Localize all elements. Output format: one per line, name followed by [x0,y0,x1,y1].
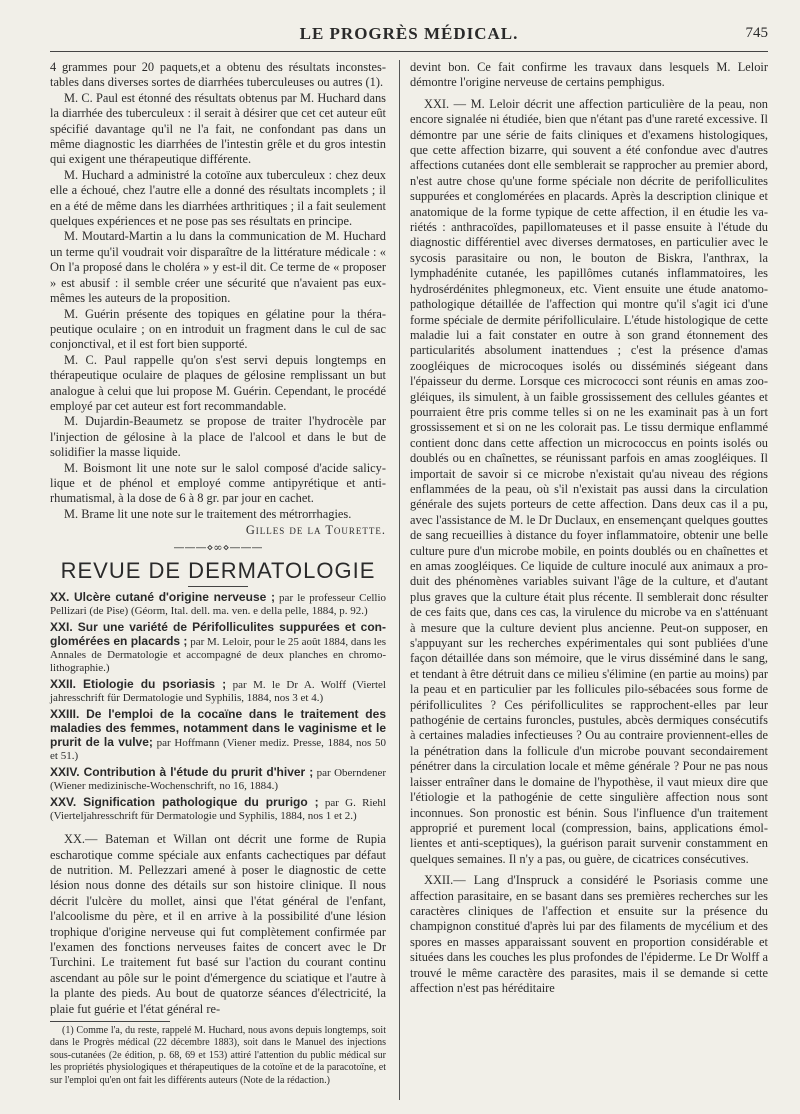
bibliography-entry [50,591,386,618]
entry-title: XXIV. Contribution à l'étude du prurit d'hiver ; [50,765,314,780]
paragraph: M. Huchard a administré la cotoïne aux tuberculeux : chez deux elle a échoué, chez l'autre elle a donné des résultats incomplets ; il en a été de même dans les diarrhées arthritiques ; il a fait seulement quelques expériences et ne pose pas ses résultats en principe. [50,167,386,229]
page-header [50,22,768,52]
entry-title: XX. Ulcère cutané d'origine nerveuse ; [50,590,275,605]
journal-title: LE PROGRÈS MÉDICAL. [299,24,519,43]
section-title: REVUE DE DERMATOLOGIE [60,558,376,584]
entry-title: XXIII. De l'emploi de la cocaïne dans le traitement des maladies des femmes, notamment dans le vaginisme et le prurit de la vulve; [50,707,386,750]
bibliography-entry [50,708,386,763]
footnote: (1) Comme l'a, du reste, rappelé M. Huchard, nous avons depuis longtemps, soit dans le Progrès médical (22 décembre 1883), soit dans le Manuel des injections sous-cutanées (2e édition, p. 68, 69 et 153) attiré l'attention du public médical sur les propriétés physiologiques et thérapeutiques de la cotoïne et de la paracotoïne, et sur l'emploi qu'en ont fait les différents auteurs (Note de la rédaction.) [50,1025,386,1086]
entry-reference: par M. Leloir, pour le 25 août 1884, dans les Annales de Dermatologie et accompagné de deux planches en chromo-lithographie.) [50,636,387,675]
paragraph: M. Boismont lit une note sur le salol composé d'acide salicylique et de phénol et employé comme antipyrétique et antirhumatismal, à la dose de 6 à 8 gr. par jour en cachet. [50,460,386,506]
paragraph: M. Dujardin-Beaumetz se propose de traiter l'hydrocèle par l'injection de gélosine à la place de l'alcool et dans le but de solidifier la masse liquide. [50,414,386,460]
entry-reference: par M. le Dr A. Wolff (Viertel jahresschrift für Dermatologie und Syphilis, 1884, nos 3 et 4.) [50,679,386,705]
right-column [410,60,768,996]
entry-reference: par Oberndener (Wiener medizinische-Wochenschrift, no 16, 1884.) [50,767,386,793]
paragraph: M. Moutard-Martin a lu dans la communication de M. Huchard un terme qu'il voudrait voir disparaître de la littérature médicale : « On l'a proposé dans le choléra » y est-il dit. Ce terme de « proposer » est abusif : il semble créer une sécurité que n'avaient pas eux-mêmes les auteurs de la proposition. [50,229,386,306]
bibliography-entry [50,621,386,675]
section-rule [188,586,248,587]
footnote-rule [50,1021,170,1022]
column-divider [399,60,400,1100]
entry-title: XXII. Etiologie du psoriasis ; [50,677,227,692]
page-number: 745 [745,25,768,41]
left-column [50,60,386,1087]
paragraph: M. Brame lit une note sur le traitement des métrorrhagies. [64,506,352,521]
bibliography-entry [50,766,386,793]
author-signature: Gilles de la Tourette. [245,523,386,538]
bibliography-entry [50,678,386,705]
paragraph: M. C. Paul rappelle qu'on s'est servi depuis longtemps en thérapeutique oculaire de plaques de gélosine remplissant un but analogue à celui que lui propose M. Guérin. Cependant, le procédé employé par cet auteur est fort recommandable. [50,352,386,413]
entry-reference: par le professeur Cellio Pellizari (de Pise) (Géorm, Ital. dell. ma. ven. e della pelle, 1884, p. 92.) [50,592,387,618]
section-ornament: ———⋄∞⋄——— [173,541,263,555]
bibliography-entry [50,796,386,823]
paragraph: M. Guérin présente des topiques en gélatine pour la thérapeutique oculaire ; on en introduit un fragment dans le cul de sac conjonctival, et il est fort bien supporté. [50,306,386,352]
entry-title: XXV. Signification pathologique du prurigo ; [50,795,319,810]
entry-reference: par Hoffmann (Viener mediz. Presse, 1884, nos 50 et 51.) [50,737,387,763]
paragraph: M. C. Paul est étonné des résultats obtenus par M. Huchard dans la diarrhée des tuberculeux : il serait à désirer que cet cet auteur eût spécifié davantage qu'il ne l'a fait, ne confondant pas dans un même diagnostic les diarrhées de l'intestin grêle et du gros intestin qui exigent une thérapeutique différente. [50,90,386,167]
entry-reference: par G. Riehl (Vierteljahresschrift für Dermatologie und Syphilis, 1884, nos 1 et 2.) [50,797,386,823]
paragraph: devint bon. Ce fait confirme les travaux dans lesquels M. Leloir démontre l'origine nerveuse de certains pemphigus. [410,60,768,90]
paragraph: XXI. — M. Leloir décrit une affection particulière de la peau, non encore signalée ni étudiée, bien que n'étant pas d'une rareté excessive. Il démontre par une série de faits cliniques et d'examens histologiques, que cette affection bizarre, qui souvent a été confondue avec d'autres affections cutanées dont elle semblerait se rapprocher au premier abord, n'est autre chose qu'une forme spéciale non décrite de perifolliculites suppurées et conglomérées en placards. Après la description clinique et anatomique de la forme typique de cette affection, il en étudie les variétés : anthracoïdes, papillomateuses et il passe ensuite à l'étude du diagnostic différentiel avec diverses dermatoses, en particulier avec le sycosis parasitaire ou non, le bouton de Biskra, l'anthrax, la lymphadénite cutanée, les papillômes cutanés inflammatoires, les hydrosérdénites phlegmoneux, etc. Vient ensuite une étude anatomopathologique détaillée de l'affection qui montre qu'il s'agit ici d'une forme spéciale de dermite périfolliculaire. L'étude histologique de cette maladie lui a fait constater en outre à son grand étonnement des particularités absolument inattendues ; c'est la présence d'amas zoogléiques de microcoques isolés ou disséminés siégeant dans l'épaisseur du derme. Lorsque ces micrococci sont réunis en amas zoogléiques, ils simulent, à un faible grossissement des cellules géantes et pourraient être pris comme telles si on ne les examinait pas à un fort grossissement et si on ne les colorait pas. Le tissu dermique enflammé contient donc dans cette affection un micrococcus en points isolés ou doublés ou en chaînettes, se réunissant parfois en amas zoogléiques. Il importait de savoir si ce microbe n'existait qu'au niveau des régions enflammées de la peau, où s'il n'existait pas aussi dans la circulation générale des sujets porteurs de cette affection. Dans deux cas il a pu, avec l'assistance de M. le Dr Duclaux, en ensemençant quelques gouttes de sang recueillies à distance du foyer inflammatoire, obtenir une belle culture pure d'un microbe mobile, en points doublés ou en chaînettes et en amas zoogléiques. Ce liquide de culture inoculé aux animaux a produit des phénomènes variables suivant l'âge de la culture, et d'autant plus graves que la culture était plus récente. Il semblerait donc résulter de ces faits que, dans ces cas, la virulence du microbe va en s'atténuant à mesure que la culture devient plus ancienne. Peut-on supposer, en s'appuyant sur les recherches expérimentales qui sont publiées d'une façon détaillée dans son mémoire, que le virus disséminé dans le sang, et tendant à être détruit dans ce milieu s'élimine (en partie au moins) par la peau et en particulier par les follicules pilo-sébacées sous forme de périfolliculites ? Ces périfolliculites se rapprochent-elles par leur pathogénie de certains furoncles, pustules, abcès dermiques consécutifs à certaines maladies infectieuses ? Ou au contraire proviennent-elles de la pénétration dans la follicule d'un microbe pouvant secondairement pénétrer dans la circulation locale et même générale ? Pour ne pas nous laisser entraîner dans le domaine de l'hypothèse, il vaut mieux dire que l'étiologie et la pathogénie de cette singulière affection nous sont inconnues. Son pronostic est bénin. Sous l'influence d'un traitement approprié et purement local (compression, bains, applications émollientes et anti-sceptiques), la guérison parait survenir constamment en quelques semaines. Il n'y a pas, ou guère, de cicatrices consécutives. [410,96,768,866]
paragraph: XX.— Bateman et Willan ont décrit une forme de Rupia escharotique comme spéciale aux enfants cachectiques par défaut de nutrition. M. Pellezzari amené à poser le diagnostic de cette lésion nous donne des détails sur son histoire clinique. Il nous décrit l'ulcère du mollet, ainsi que l'état général de l'enfant, l'alcoolisme du père, et il en arrive à la possibilité d'une lésion trophique d'origine nerveuse qui fut complètement confirmée par l'examen des fonctions nerveuses faites de concert avec le Dr Turchini. Le traitement fut basé sur l'action du courant continu ascendant au pôle sur le point d'émergence du sciatique et l'autre à la plante des pieds. Au bout de quatorze séances d'électricité, la plaie fut guérie et l'état général re- [50,832,386,1016]
entry-title: XXI. Sur une variété de Périfolliculites suppurées et conglomérées en placards ; [50,620,386,649]
paragraph: 4 grammes pour 20 paquets,et a obtenu des résultats inconstestables dans diverses sortes de diarrhées tuberculeuses ou autres (1). [50,60,386,90]
paragraph: XXII.— Lang d'Inspruck a considéré le Psoriasis comme une affection parasitaire, en se basant dans ses premières recherches sur les caractères cliniques de l'affection et ensuite sur la présence du champignon constitué d'après lui par des filaments de mycélium et des spores en masses apparaissant souvent en proportion considérable et situées dans les couches les plus profondes de l'épiderme. Le Dr Wolff a trouvé le même caractère des parasites, mais il se demande si cette affection n'est pas héréditaire [410,873,768,995]
